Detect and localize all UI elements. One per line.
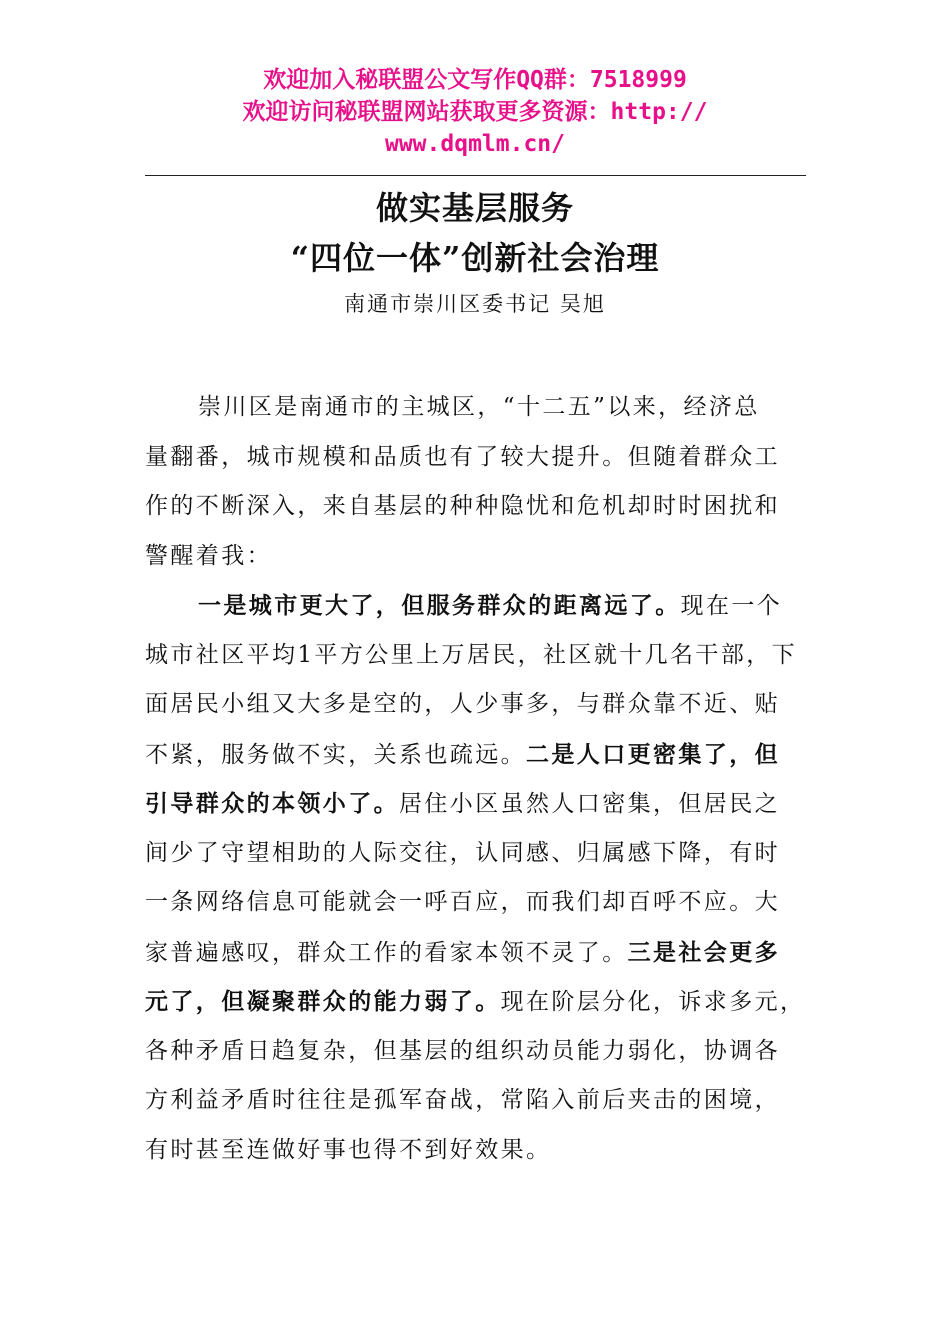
text-span: 现在一个 xyxy=(680,593,783,619)
header-divider xyxy=(145,175,806,176)
text-line: 崇川区是南通市的主城区，“十二五”以来，经济总 xyxy=(198,394,760,420)
document-title xyxy=(145,183,805,283)
key-point-3: 三是社会更多 xyxy=(627,938,781,966)
author-byline: 南通市崇川区委书记 吴旭 xyxy=(344,292,606,316)
banner-line-url[interactable]: www.dqmlm.cn/ xyxy=(384,131,565,157)
banner-line-website: 欢迎访问秘联盟网站获取更多资源：http:// xyxy=(242,99,708,125)
text-line xyxy=(145,779,807,829)
banner-line-qq: 欢迎加入秘联盟公文写作QQ群：7518999 xyxy=(263,67,687,93)
text-span: 不紧，服务做不实，关系也疏远。 xyxy=(145,741,526,768)
text-line: 间少了守望相助的人际交往，认同感、归属感下降，有时 xyxy=(145,839,780,866)
key-point-2: 二是人口更密集了，但 xyxy=(526,740,780,768)
body-text xyxy=(145,383,807,1175)
text-line xyxy=(145,730,807,780)
text-line: 各种矛盾日趋复杂，但基层的组织动员能力弱化，协调各 xyxy=(145,1037,780,1064)
text-line: 有时甚至连做好事也得不到好效果。 xyxy=(145,1136,552,1163)
text-line xyxy=(145,977,807,1027)
text-line xyxy=(145,581,807,631)
text-line: 一条网络信息可能就会一呼百应，而我们却百呼不应。大 xyxy=(145,889,780,915)
key-point-3-cont: 元了，但凝聚群众的能力弱了。 xyxy=(145,988,501,1015)
title-line-2: “四位一体”创新社会治理 xyxy=(290,239,660,277)
text-line: 方利益矛盾时往往是孤军奋战，常陷入前后夹击的困境， xyxy=(145,1087,780,1113)
key-point-2-cont: 引导群众的本领小了。 xyxy=(145,790,399,817)
text-span: 居住小区虽然人口密集，但居民之 xyxy=(399,791,780,817)
text-line: 量翻番，城市规模和品质也有了较大提升。但随着群众工 xyxy=(145,443,780,470)
text-line: 警醒着我： xyxy=(145,542,272,569)
promo-banner xyxy=(145,64,805,160)
text-line xyxy=(145,928,807,978)
text-line: 面居民小组又大多是空的，人少事多，与群众靠不近、贴 xyxy=(145,691,780,717)
text-line: 作的不断深入，来自基层的种种隐忧和危机却时时困扰和 xyxy=(145,493,780,519)
paragraph-concerns xyxy=(145,581,807,1175)
title-line-1: 做实基层服务 xyxy=(375,189,574,227)
text-line: 城市社区平均1平方公里上万居民，社区就十几名干部，下 xyxy=(145,641,798,668)
paragraph-intro xyxy=(145,383,807,581)
text-span: 现在阶层分化，诉求多元， xyxy=(500,989,806,1015)
text-span: 家普遍感叹，群众工作的看家本领不灵了。 xyxy=(145,939,628,966)
key-point-1: 一是城市更大了，但服务群众的距离远了。 xyxy=(198,592,681,619)
